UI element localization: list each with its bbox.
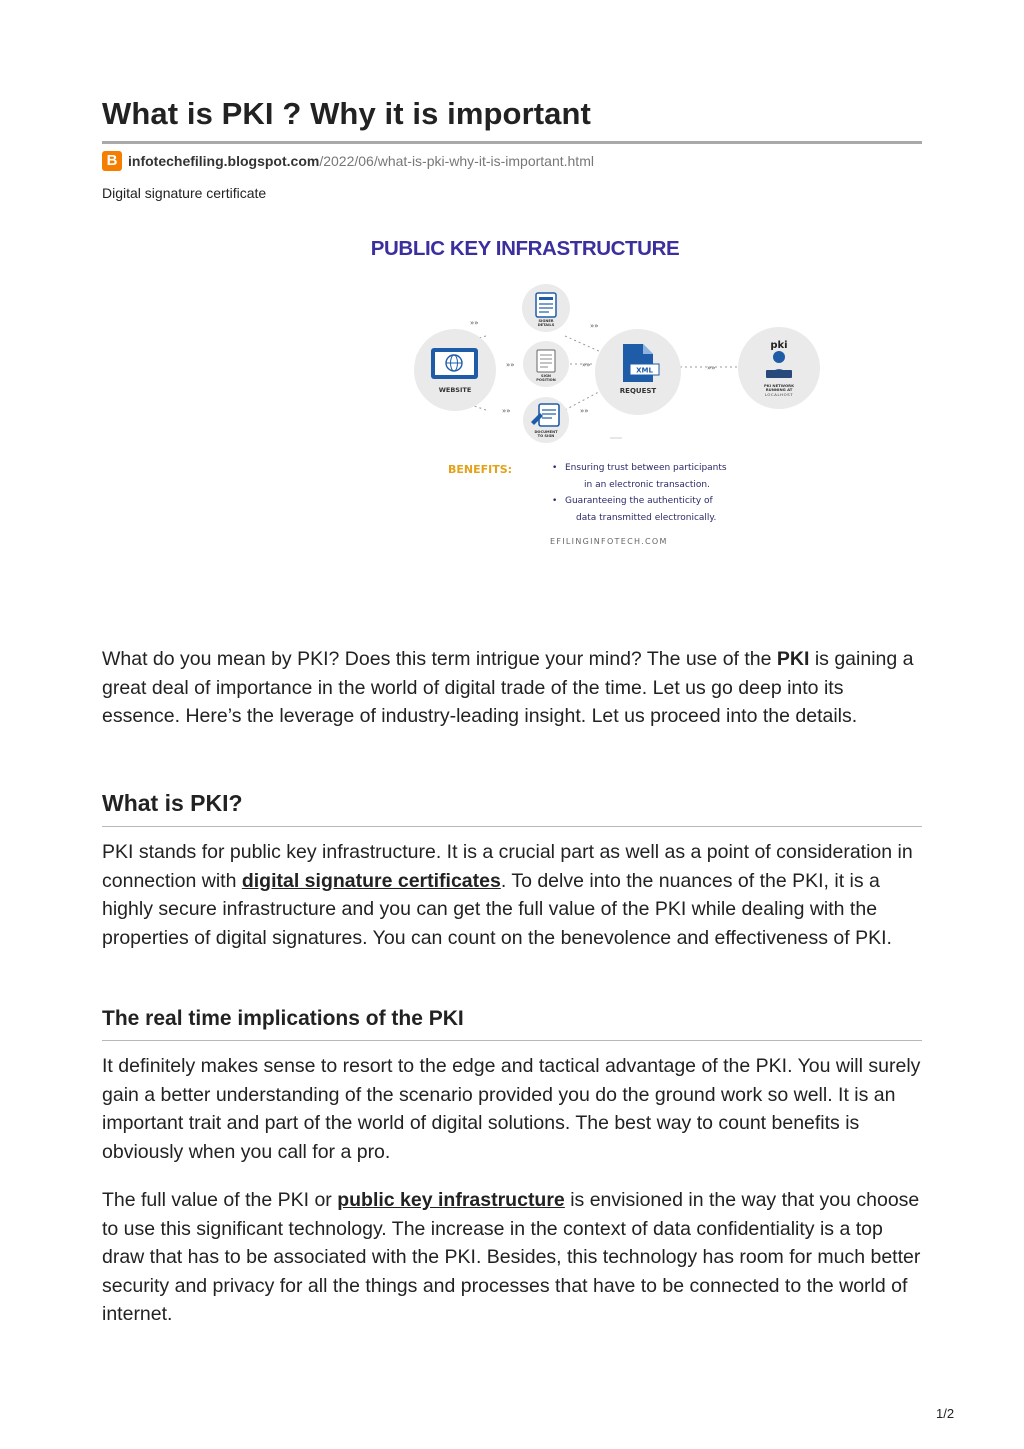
infographic-heading: PUBLIC KEY INFRASTRUCTURE (370, 237, 680, 260)
sign-position-label-1: SIGN (541, 374, 551, 378)
title-divider (102, 141, 922, 144)
signer-label-2: DETAILS (537, 323, 555, 327)
pki-network-label-3: LOCALHOST (764, 392, 794, 397)
full-text-1: The full value of the PKI or (102, 1189, 338, 1211)
public-key-infrastructure-link[interactable]: public key infrastructure (337, 1189, 565, 1211)
source-domain[interactable]: infotechefiling.blogspot.com (128, 153, 320, 169)
pki-network-label-1: PKI NETWORK (763, 383, 795, 388)
svg-text:»»: »» (502, 407, 511, 415)
svg-text:»»: »» (506, 361, 515, 369)
document-label-2: TO SIGN (537, 434, 555, 438)
intro-bold-pki: PKI (776, 648, 810, 670)
what-is-pki-paragraph (102, 838, 924, 952)
svg-text:•: • (552, 496, 558, 506)
document-node (523, 397, 569, 443)
section-divider (102, 1040, 922, 1041)
section-divider (102, 826, 922, 827)
document-label-1: DOCUMENT (534, 430, 558, 434)
sign-position-label-2: POSITION (536, 378, 556, 382)
what-text-1: PKI stands for public key infrastructure. It is a crucial part as well as a point of consideration in connection with (102, 841, 913, 892)
pki-infographic (310, 224, 795, 564)
pki-label: pki (770, 340, 788, 351)
intro-text-2: is gaining a great deal of importance in the world of digital trade of the time. Let us go deep into its essence. Here’s the leverage of industry-leading insight. Let us proceed into the details. (102, 648, 914, 728)
page-number: 1/2 (936, 1406, 955, 1421)
benefits-label: BENEFITS: (448, 463, 513, 476)
source-url[interactable] (102, 151, 594, 171)
svg-text:»»: »» (582, 361, 591, 369)
request-label: REQUEST (619, 387, 657, 395)
benefit-line-4: data transmitted electronically. (576, 513, 717, 523)
svg-text:•: • (552, 463, 558, 473)
pki-network-node (738, 327, 820, 409)
svg-text:»»: »» (707, 364, 716, 372)
intro-text-1: What do you mean by PKI? Does this term intrigue your mind? The use of the (102, 648, 777, 670)
digital-signature-certificates-link[interactable]: digital signature certificates (241, 869, 501, 892)
svg-text:»»: »» (590, 322, 599, 330)
benefits-list (552, 463, 727, 523)
pki-network-label-2: RUNNING AT (765, 387, 793, 392)
real-time-paragraph: It definitely makes sense to resort to the edge and tactical advantage of the PKI. You will surely gain a better understanding of the scenario provided you do the ground work so well. It is an important trait and part of the world of digital solutions. The best way to count benefits is obviously when you call for a pro. (102, 1055, 921, 1163)
full-text-2: is envisioned in the way that you choose to use this significant technology. The increase in the context of data confidentiality is a top draw that has to be associated with the PKI. Besides, this technology has room for much better security and privacy for all the things and processes that have to be connected to the world of internet. (102, 1189, 921, 1326)
blogger-icon: B (102, 151, 122, 171)
benefit-line-1: Ensuring trust between participants (565, 463, 727, 473)
full-value-paragraph (102, 1186, 924, 1329)
signer-label-1: SIGNER (538, 319, 554, 323)
signer-details-node (522, 284, 570, 332)
sign-position-node (523, 341, 569, 387)
source-path[interactable]: /2022/06/what-is-pki-why-it-is-important.html (319, 153, 594, 169)
what-text-2: . To delve into the nuances of the PKI, it is a highly secure infrastructure and you can get the full value of the PKI while dealing with the properties of digital signatures. You can count on the benevolence and effectiveness of PKI. (102, 869, 892, 949)
svg-text:»»: »» (470, 319, 479, 327)
benefit-line-2: in an electronic transaction. (584, 480, 710, 490)
intro-paragraph (102, 645, 924, 731)
site-watermark: EFILINGINFOTECH.COM (550, 537, 668, 546)
image-caption: Digital signature certificate (102, 185, 267, 201)
page-title: What is PKI ? Why it is important (102, 96, 591, 131)
section-heading-what-is-pki: What is PKI? (102, 790, 243, 816)
svg-text:»»: »» (580, 407, 589, 415)
benefit-line-3: Guaranteeing the authenticity of (565, 496, 713, 506)
section-heading-real-time: The real time implications of the PKI (102, 1007, 464, 1030)
website-node (414, 329, 496, 411)
website-label: WEBSITE (438, 386, 472, 394)
request-node (595, 329, 681, 415)
xml-label: XML (636, 366, 653, 375)
